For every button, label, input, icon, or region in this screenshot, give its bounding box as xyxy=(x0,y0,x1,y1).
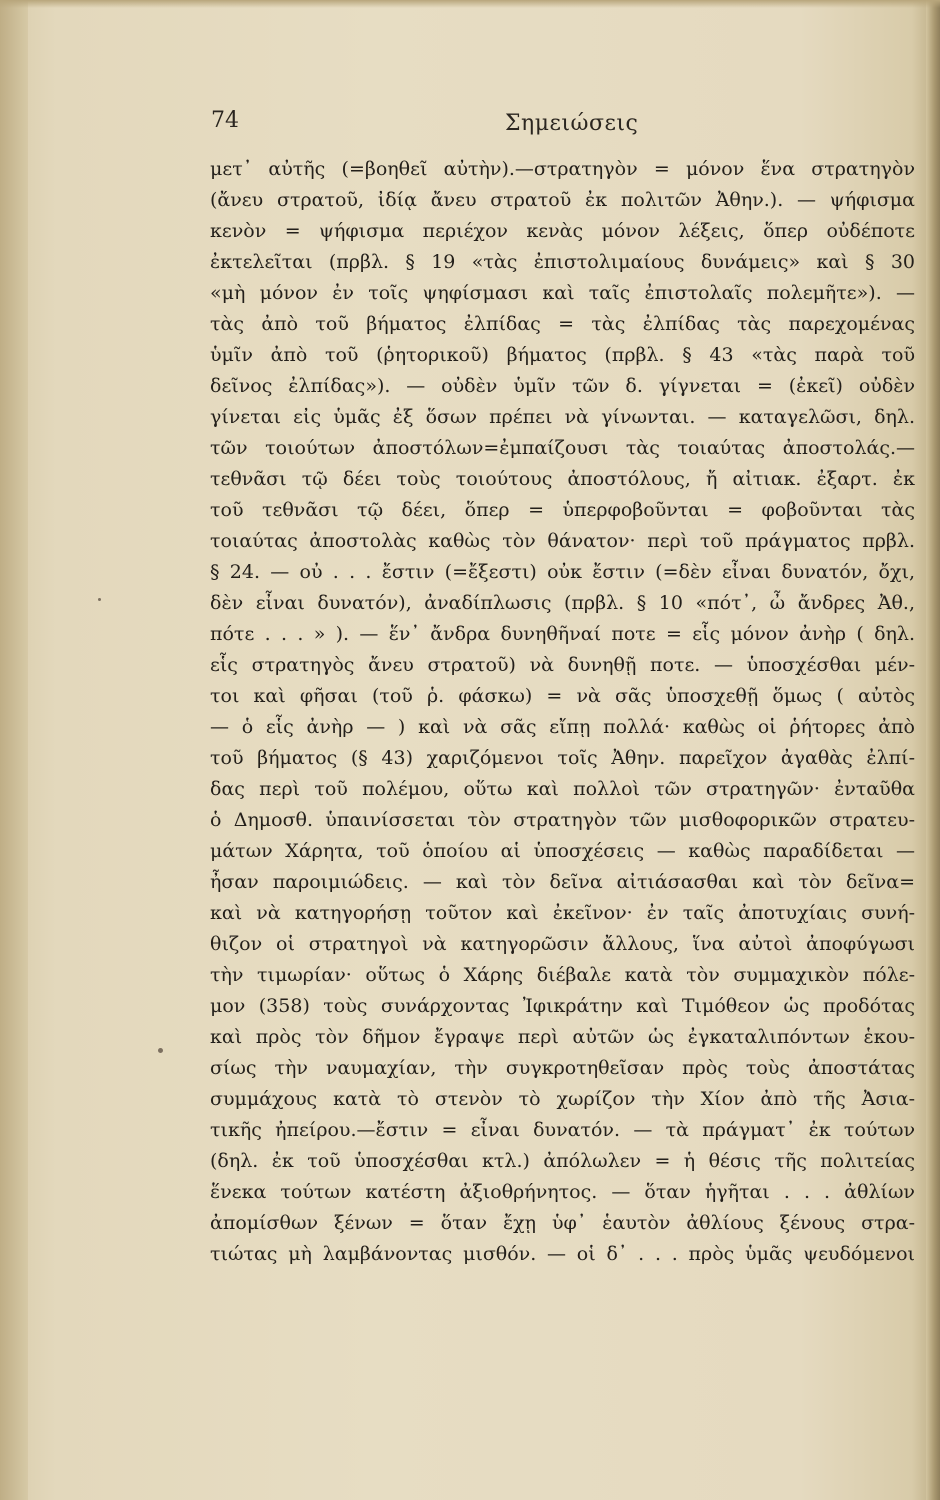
text-line: συμμάχους κατὰ τὸ στενὸν τὸ χωρίζον τὴν Χίον ἀπὸ τῆς Ἀσια- xyxy=(210,1088,915,1110)
text-line: ἦσαν παροιμιώδεις. — καὶ τὸν δεῖνα αἰτιάσασθαι καὶ τὸν δεῖνα= xyxy=(210,871,915,893)
text-line: τὰς ἀπὸ τοῦ βήματος ἐλπίδας = τὰς ἐλπίδας τὰς παρεχομένας xyxy=(210,313,915,335)
page-edge-shadow xyxy=(926,0,940,1500)
text-line: τοιαύτας ἀποστολὰς καθὼς τὸν θάνατον· περὶ τοῦ πράγματος πρβλ. xyxy=(210,530,915,552)
text-line: τὴν τιμωρίαν· οὕτως ὁ Χάρης διέβαλε κατὰ τὸν συμμαχικὸν πόλε- xyxy=(210,964,915,986)
page-header xyxy=(205,108,915,148)
text-line: ἐκτελεῖται (πρβλ. § 19 «τὰς ἐπιστολιμαίους δυνάμεις» καὶ § 30 xyxy=(210,251,915,273)
text-line: μετ᾽ αὐτῆς (=βοηθεῖ αὐτὴν).—στρατηγὸν = μόνον ἕνα στρατηγὸν xyxy=(210,158,915,180)
text-line: τοῦ τεθνᾶσι τῷ δέει, ὅπερ = ὑπερφοβοῦνται = φοβοῦνται τὰς xyxy=(210,499,915,521)
text-line: τοι καὶ φῆσαι (τοῦ ῥ. φάσκω) = νὰ σᾶς ὑποσχεθῇ ὅμως ( αὐτὸς xyxy=(210,685,915,707)
text-line: ὑμῖν ἀπὸ τοῦ (ῥητορικοῦ) βήματος (πρβλ. § 43 «τὰς παρὰ τοῦ xyxy=(210,344,915,366)
text-line: κενὸν = ψήφισμα περιέχον κενὰς μόνον λέξεις, ὅπερ οὐδέποτε xyxy=(210,220,915,242)
text-line: ἕνεκα τούτων κατέστη ἀξιοθρήνητος. — ὅταν ἡγῆται . . . ἀθλίων xyxy=(210,1181,915,1203)
text-line: «μὴ μόνον ἐν τοῖς ψηφίσμασι καὶ ταῖς ἐπιστολαῖς πολεμῆτε»). — xyxy=(210,282,915,304)
body-text xyxy=(210,154,915,1270)
text-line: τοῦ βήματος (§ 43) χαριζόμενοι τοῖς Ἀθην. παρεῖχον ἀγαθὰς ἐλπί- xyxy=(210,747,915,769)
text-line: μον (358) τοὺς συνάρχοντας Ἰφικράτην καὶ Τιμόθεον ὡς προδότας xyxy=(210,995,915,1017)
page-gutter-shadow xyxy=(0,0,28,1500)
text-line: γίνεται εἰς ὑμᾶς ἐξ ὅσων πρέπει νὰ γίνωνται. — καταγελῶσι, δηλ. xyxy=(210,406,915,428)
text-line: τιώτας μὴ λαμβάνοντας μισθόν. — οἱ δ᾽ . . . πρὸς ὑμᾶς ψευδόμενοι xyxy=(210,1243,915,1265)
text-line: δεῖνος ἐλπίδας»). — οὐδὲν ὑμῖν τῶν δ. γίγνεται = (ἐκεῖ) οὐδὲν xyxy=(210,375,915,397)
text-line: — ὁ εἷς ἀνὴρ — ) καὶ νὰ σᾶς εἴπῃ πολλά· καθὼς οἱ ῥήτορες ἀπὸ xyxy=(210,716,915,738)
text-line: δὲν εἶναι δυνατόν), ἀναδίπλωσις (πρβλ. § 10 «πότ᾽, ὦ ἄνδρες Ἀθ., xyxy=(210,592,915,614)
text-line: καὶ νὰ κατηγορήσῃ τοῦτον καὶ ἐκεῖνον· ἐν ταῖς ἀποτυχίαις συνή- xyxy=(210,902,915,924)
page-number: 74 xyxy=(211,108,239,133)
page-top-shadow xyxy=(0,0,940,8)
text-line: καὶ πρὸς τὸν δῆμον ἔγραψε περὶ αὐτῶν ὡς ἐγκαταλιπόντων ἑκου- xyxy=(210,1026,915,1048)
text-line: (δηλ. ἐκ τοῦ ὑποσχέσθαι κτλ.) ἀπόλωλεν = ἡ θέσις τῆς πολιτείας xyxy=(210,1150,915,1172)
text-line: § 24. — οὐ . . . ἔστιν (=ἔξεστι) οὐκ ἔστιν (=δὲν εἶναι δυνατόν, ὄχι, xyxy=(210,561,915,583)
text-line: ὁ Δημοσθ. ὑπαινίσσεται τὸν στρατηγὸν τῶν μισθοφορικῶν στρατευ- xyxy=(210,809,915,831)
ink-speck xyxy=(98,598,101,601)
text-line: τικῆς ἠπείρου.—ἔστιν = εἶναι δυνατόν. — τὰ πράγματ᾽ ἐκ τούτων xyxy=(210,1119,915,1141)
text-line: μάτων Χάρητα, τοῦ ὁποίου αἱ ὑποσχέσεις — καθὼς παραδίδεται — xyxy=(210,840,915,862)
text-line: σίως τὴν ναυμαχίαν, τὴν συγκροτηθεῖσαν πρὸς τοὺς ἀποστάτας xyxy=(210,1057,915,1079)
text-line: δας περὶ τοῦ πολέμου, οὕτω καὶ πολλοὶ τῶν στρατηγῶν· ἐνταῦθα xyxy=(210,778,915,800)
text-line: τῶν τοιούτων ἀποστόλων=ἐμπαίζουσι τὰς τοιαύτας ἀποστολάς.— xyxy=(210,437,915,459)
ink-speck xyxy=(158,1048,163,1053)
text-line: πότε . . . » ). — ἕν᾽ ἄνδρα δυνηθῆναί ποτε = εἷς μόνον ἀνὴρ ( δηλ. xyxy=(210,623,915,645)
text-line: θιζον οἱ στρατηγοὶ νὰ κατηγορῶσιν ἄλλους, ἵνα αὐτοὶ ἀποφύγωσι xyxy=(210,933,915,955)
running-head: Σημειώσεις xyxy=(505,111,639,136)
text-line: τεθνᾶσι τῷ δέει τοὺς τοιούτους ἀποστόλους, ἤ αἰτιακ. ἐξαρτ. ἐκ xyxy=(210,468,915,490)
text-line: (ἄνευ στρατοῦ, ἰδίᾳ ἄνευ στρατοῦ ἐκ πολιτῶν Ἀθην.). — ψήφισμα xyxy=(210,189,915,211)
text-line: ἀπομίσθων ξένων = ὅταν ἔχῃ ὑφ᾽ ἑαυτὸν ἀθλίους ξένους στρα- xyxy=(210,1212,915,1234)
text-line: εἷς στρατηγὸς ἄνευ στρατοῦ) νὰ δυνηθῇ ποτε. — ὑποσχέσθαι μέν- xyxy=(210,654,915,676)
